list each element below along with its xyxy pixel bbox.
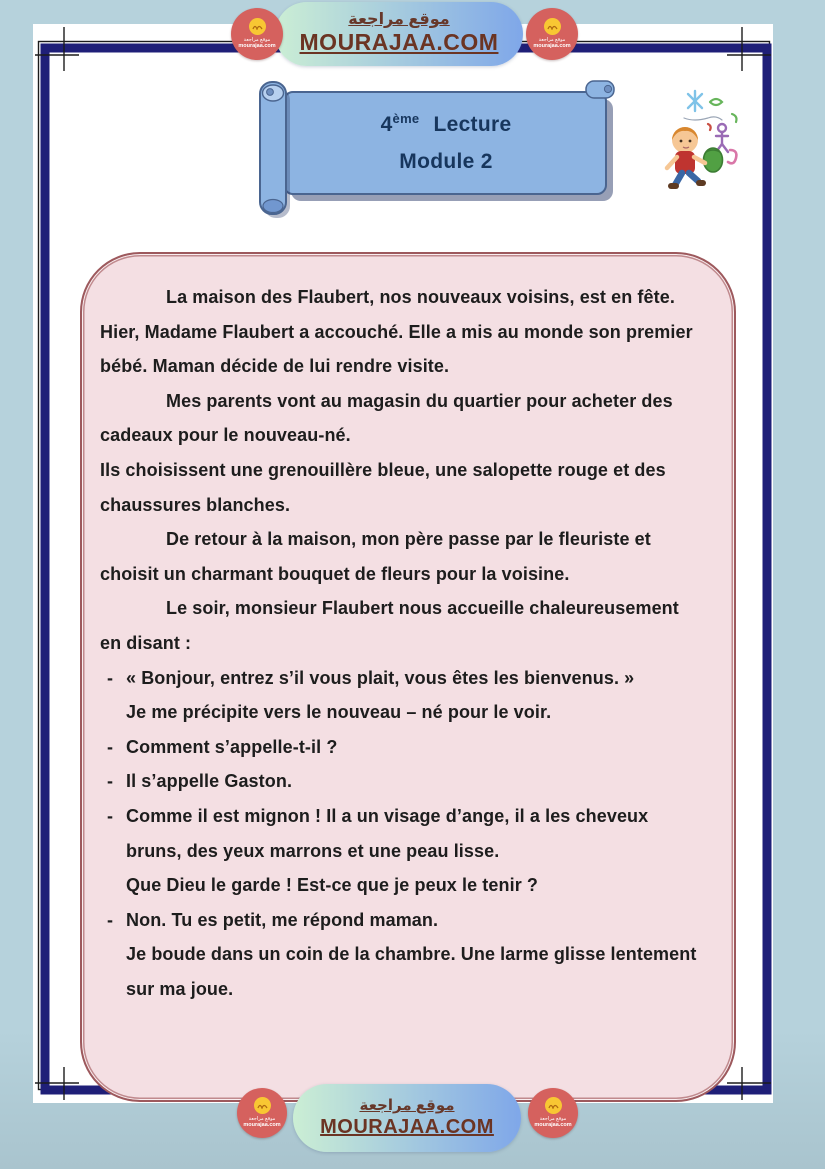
logo-sun-icon xyxy=(544,18,561,35)
dialogue-dash: - xyxy=(107,909,114,930)
dialogue-dash: - xyxy=(107,667,114,688)
site-link[interactable]: MOURAJAA.COM xyxy=(299,29,499,56)
title-line-module: Module 2 xyxy=(399,150,493,173)
title-scroll-banner xyxy=(250,80,622,220)
site-banner-pill xyxy=(275,2,523,66)
dialogue-line: - « Bonjour, entrez s’il vous plait, vous êtes les bienvenus. » xyxy=(100,661,698,696)
logo-arabic-text: موقع مراجعة xyxy=(538,37,566,43)
logo-sun-icon xyxy=(545,1097,562,1114)
logo-arabic-text: موقع مراجعة xyxy=(243,37,271,43)
dialogue-line: - Il s’appelle Gaston. xyxy=(100,764,698,799)
logo-sun-icon xyxy=(254,1097,271,1114)
dialogue-dash: - xyxy=(107,805,114,826)
module-title xyxy=(286,80,606,205)
dialogue-line: Je me précipite vers le nouveau – né pour le voir. xyxy=(126,702,552,723)
logo-arabic-text: موقع مراجعة xyxy=(248,1116,276,1122)
dialogue-line: - Comment s’appelle-t-il ? xyxy=(100,730,698,765)
site-link[interactable]: MOURAJAA.COM xyxy=(320,1115,494,1138)
dialogue-line: - Comme il est mignon ! Il a un visage d’ange, il a les cheveux bruns, des yeux marrons et une peau lisse. xyxy=(100,799,698,868)
story-text xyxy=(100,280,698,1006)
dialogue-dash: - xyxy=(107,736,114,757)
logo-arabic-text: موقع مراجعة xyxy=(539,1116,567,1122)
story-paragraph: Mes parents vont au magasin du quartier pour acheter des cadeaux pour le nouveau-né. xyxy=(100,390,673,446)
dialogue-line: - Non. Tu es petit, me répond maman. xyxy=(100,903,698,938)
site-arabic-label: موقع مراجعة xyxy=(359,1097,455,1115)
logo-domain-text: mourajaa.com xyxy=(533,43,571,49)
story-paragraph: La maison des Flaubert, nos nouveaux voisins, est en fête. Hier, Madame Flaubert a accouché. Elle a mis au monde son premier bébé. Maman décide de lui rendre visite. xyxy=(100,287,693,377)
dialogue-line: Que Dieu le garde ! Est-ce que je peux le tenir ? xyxy=(126,875,539,896)
site-logo-badge xyxy=(528,1088,578,1138)
boy-clipart xyxy=(658,88,750,193)
story-paragraph: De retour à la maison, mon père passe par le fleuriste et choisit un charmant bouquet de fleurs pour la voisine. xyxy=(100,529,651,584)
boy-illustration xyxy=(658,88,750,193)
site-banner-pill xyxy=(293,1084,521,1152)
grade-number: 4 xyxy=(380,113,393,136)
logo-sun-icon xyxy=(249,18,266,35)
story-text-box xyxy=(80,252,736,1102)
site-banner-bottom xyxy=(235,1082,580,1156)
site-logo-badge xyxy=(526,8,578,60)
site-banner-top xyxy=(230,0,582,70)
subject-label: Lecture xyxy=(433,113,512,136)
logo-domain-text: mourajaa.com xyxy=(534,1122,572,1128)
story-paragraph: Ils choisissent une grenouillère bleue, une salopette rouge et des chaussures blanches. xyxy=(100,459,666,515)
dialogue-line: Je boude dans un coin de la chambre. Une larme glisse lentement sur ma joue. xyxy=(126,944,697,999)
logo-domain-text: mourajaa.com xyxy=(243,1122,281,1128)
story-paragraph: Le soir, monsieur Flaubert nous accueille chaleureusement en disant : xyxy=(100,598,679,653)
site-arabic-label: موقع مراجعة xyxy=(348,11,450,28)
site-logo-badge xyxy=(237,1088,287,1138)
title-line-grade xyxy=(381,111,512,137)
site-logo-badge xyxy=(231,8,283,60)
logo-domain-text: mourajaa.com xyxy=(238,43,276,49)
dialogue-dash: - xyxy=(107,771,114,792)
grade-suffix: ème xyxy=(392,111,420,126)
